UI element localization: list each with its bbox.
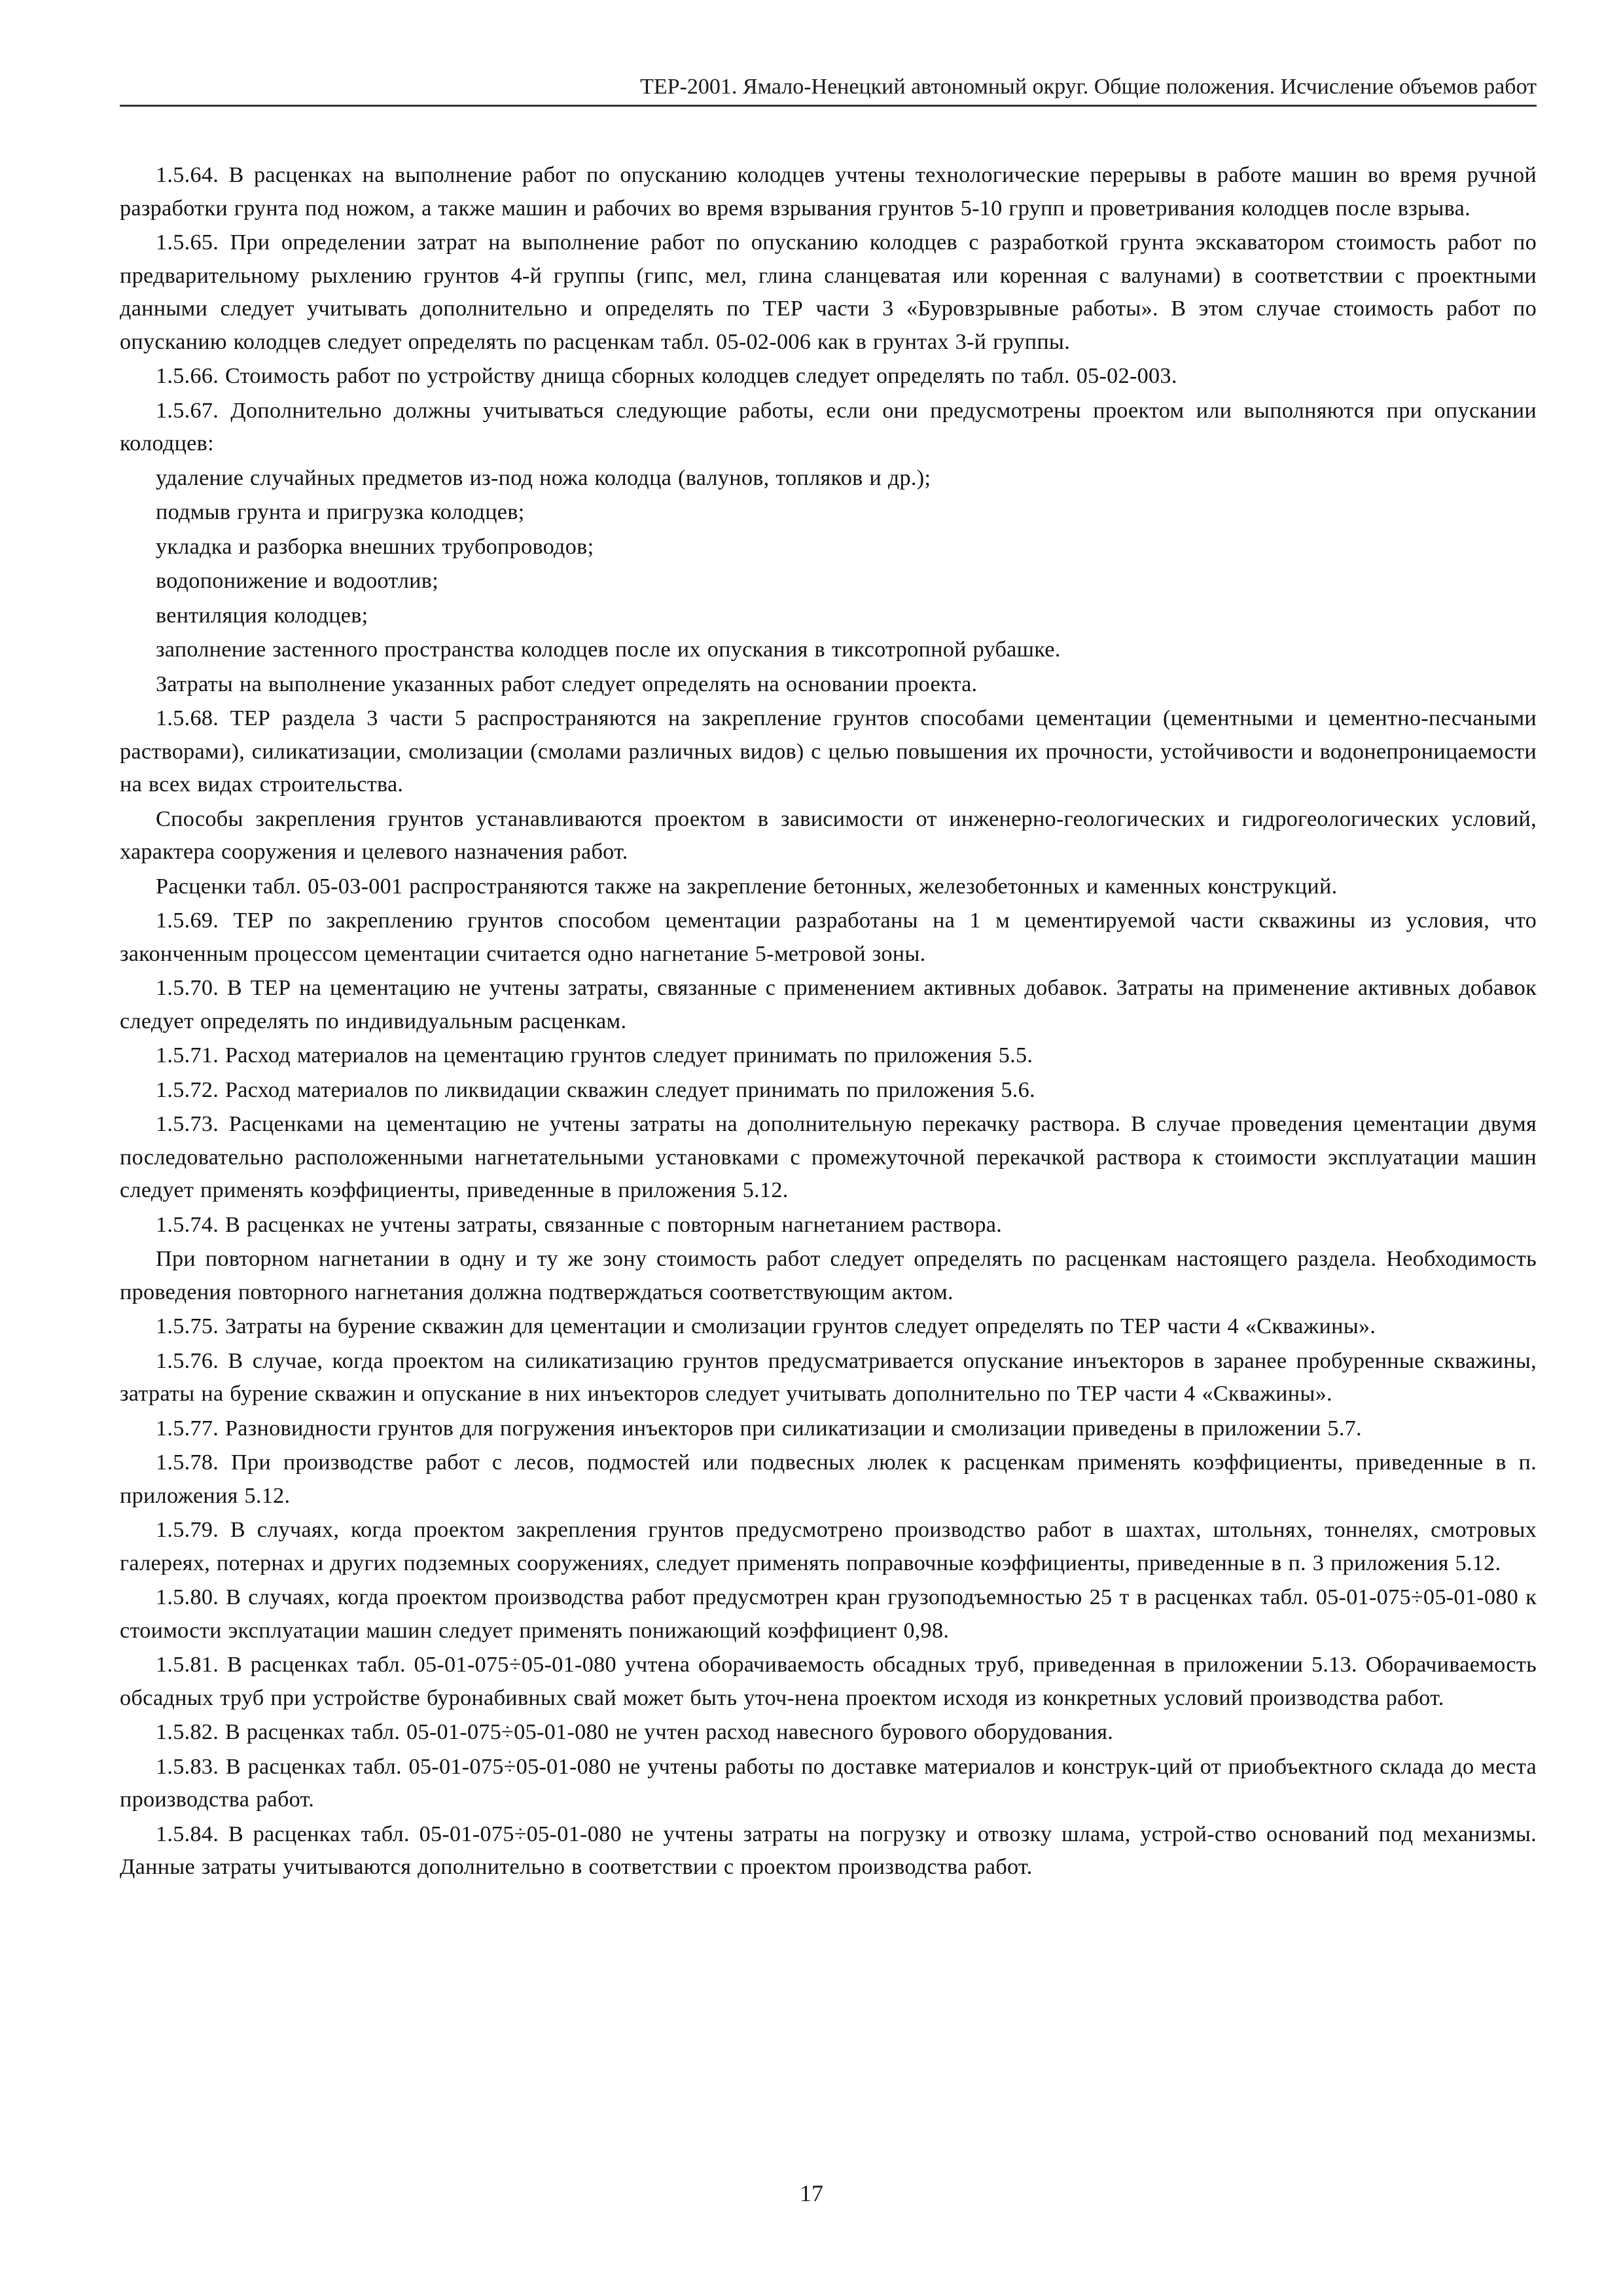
paragraph-1-5-79: 1.5.79. В случаях, когда проектом закрепления грунтов предусмотрено производство работ в шахтах, штольнях, тоннелях, смотровых галереях, потернах и других подземных сооружениях, следует применять поправочные коэффициенты, приведенные в п. 3 приложения 5.12. <box>120 1518 1537 1575</box>
paragraph-1-5-75: 1.5.75. Затраты на бурение скважин для цементации и смолизации грунтов следует определять по ТЕР части 4 «Скважины». <box>156 1314 1376 1338</box>
paragraph-1-5-77: 1.5.77. Разновидности грунтов для погружения инъекторов при силикатизации и смолизации приведены в приложении 5.7. <box>156 1416 1362 1441</box>
paragraph-1-5-66: 1.5.66. Стоимость работ по устройству днища сборных колодцев следует определять по табл. 05-02-003. <box>156 364 1177 388</box>
paragraph-1-5-73: 1.5.73. Расценками на цементацию не учтены затраты на дополнительную перекачку раствора. В случае проведения цементации двумя последовательно расположенными нагнетательными установками с промежуточной перекачкой раствора к стоимости эксплуатации машин следует применять коэффициенты, приведенные в приложения 5.12. <box>120 1112 1537 1202</box>
paragraph-1-5-82: 1.5.82. В расценках табл. 05-01-075÷05-01-080 не учтен расход навесного бурового оборудования. <box>156 1720 1114 1744</box>
list-item: вентиляция колодцев; <box>156 603 368 628</box>
list-item: подмыв грунта и пригрузка колодцев; <box>156 500 525 524</box>
paragraph-methods: Способы закрепления грунтов устанавливаются проектом в зависимости от инженерно-геологических и гидрогеологических условий, характера сооружения и целевого назначения работ. <box>120 806 1537 864</box>
list-item: укладка и разборка внешних трубопроводов; <box>156 534 594 559</box>
paragraph-1-5-64: 1.5.64. В расценках на выполнение работ по опусканию колодцев учтены технологические перерывы в работе машин во время ручной разработки грунта под ножом, а также машин и рабочих во время взрывания грунтов 5-10 групп и проветривания колодцев после взрыва. <box>120 163 1537 221</box>
paragraph-1-5-69: 1.5.69. ТЕР по закреплению грунтов способом цементации разработаны на 1 м цементируемой части скважины из условия, что законченным процессом цементации считается одно нагнетание 5-метровой зоны. <box>120 908 1537 966</box>
list-item: заполнение застенного пространства колодцев после их опускания в тиксотропной рубашке. <box>156 637 1061 662</box>
paragraph-1-5-80: 1.5.80. В случаях, когда проектом производства работ предусмотрен кран грузоподъемностью 25 т в расценках табл. 05-01-075÷05-01-080 к стоимости эксплуатации машин следует применять понижающий коэффициент 0,98. <box>120 1585 1537 1643</box>
paragraph-repeat-injection: При повторном нагнетании в одну и ту же зону стоимость работ следует определять по расценкам настоящего раздела. Необходимость проведения повторного нагнетания должна подтверждаться соответствующим актом. <box>120 1247 1537 1304</box>
running-header: ТЕР-2001. Ямало-Ненецкий автономный округ. Общие положения. Исчисление объемов работ <box>640 75 1537 99</box>
paragraph-costs-note: Затраты на выполнение указанных работ следует определять на основании проекта. <box>156 672 978 696</box>
paragraph-1-5-81: 1.5.81. В расценках табл. 05-01-075÷05-01-080 учтена оборачиваемость обсадных труб, приведенная в приложении 5.13. Оборачиваемость обсадных труб при устройстве буронабивных свай может быть уточ-нена проектом исходя из конкретных условий производства работ. <box>120 1653 1537 1710</box>
paragraph-1-5-68: 1.5.68. ТЕР раздела 3 части 5 распространяются на закрепление грунтов способами цементации (цементными и цементно-песчаными растворами), силикатизации, смолизации (смолами различных видов) с целью повышения их прочности, устойчивости и водонепроницаемости на всех видах строительства. <box>120 706 1537 797</box>
paragraph-1-5-83: 1.5.83. В расценках табл. 05-01-075÷05-01-080 не учтены работы по доставке материалов и конструк-ций от приобъектного склада до места производства работ. <box>120 1754 1537 1812</box>
paragraph-1-5-70: 1.5.70. В ТЕР на цементацию не учтены затраты, связанные с применением активных добавок. Затраты на применение активных добавок следует определять по индивидуальным расценкам. <box>120 976 1537 1033</box>
paragraph-1-5-74: 1.5.74. В расценках не учтены затраты, связанные с повторным нагнетанием раствора. <box>156 1212 1003 1237</box>
header-divider <box>120 105 1537 107</box>
paragraph-1-5-67: 1.5.67. Дополнительно должны учитываться следующие работы, если они предусмотрены проектом или выполняются при опускании колодцев: <box>120 398 1537 456</box>
list-item: удаление случайных предметов из-под ножа колодца (валунов, топляков и др.); <box>156 465 931 490</box>
paragraph-1-5-78: 1.5.78. При производстве работ с лесов, подмостей или подвесных люлек к расценкам применять коэффициенты, приведенные в п. приложения 5.12. <box>120 1450 1537 1508</box>
page-number: 17 <box>800 2180 823 2206</box>
paragraph-1-5-65: 1.5.65. При определении затрат на выполнение работ по опусканию колодцев с разработкой грунта экскаватором стоимость работ по предварительному рыхлению грунтов 4-й группы (гипс, мел, глина сланцеватая или коренная с валунами) в соответствии с проектными данными следует учитывать дополнительно и определять по ТЕР части 3 «Буровзрывные работы». В этом случае стоимость работ по опусканию колодцев следует определять по расценкам табл. 05-02-006 как в грунтах 3-й группы. <box>120 230 1537 354</box>
paragraph-table-05-03-001: Расценки табл. 05-03-001 распространяются также на закрепление бетонных, железобетонных и каменных конструкций. <box>156 874 1338 899</box>
document-body <box>120 159 1537 1886</box>
paragraph-1-5-72: 1.5.72. Расход материалов по ликвидации скважин следует принимать по приложения 5.6. <box>156 1077 1035 1102</box>
paragraph-1-5-71: 1.5.71. Расход материалов на цементацию грунтов следует принимать по приложения 5.5. <box>156 1043 1033 1067</box>
list-item: водопонижение и водоотлив; <box>156 569 439 593</box>
paragraph-1-5-76: 1.5.76. В случае, когда проектом на силикатизацию грунтов предусматривается опускание инъекторов в заранее пробуренные скважины, затраты на бурение скважин и опускание в них инъекторов следует учитывать дополнительно по ТЕР части 4 «Скважины». <box>120 1348 1537 1406</box>
paragraph-1-5-84: 1.5.84. В расценках табл. 05-01-075÷05-01-080 не учтены затраты на погрузку и отвозку шлама, устрой-ство оснований под механизмы. Данные затраты учитываются дополнительно в соответствии с проектом производства работ. <box>120 1821 1537 1879</box>
